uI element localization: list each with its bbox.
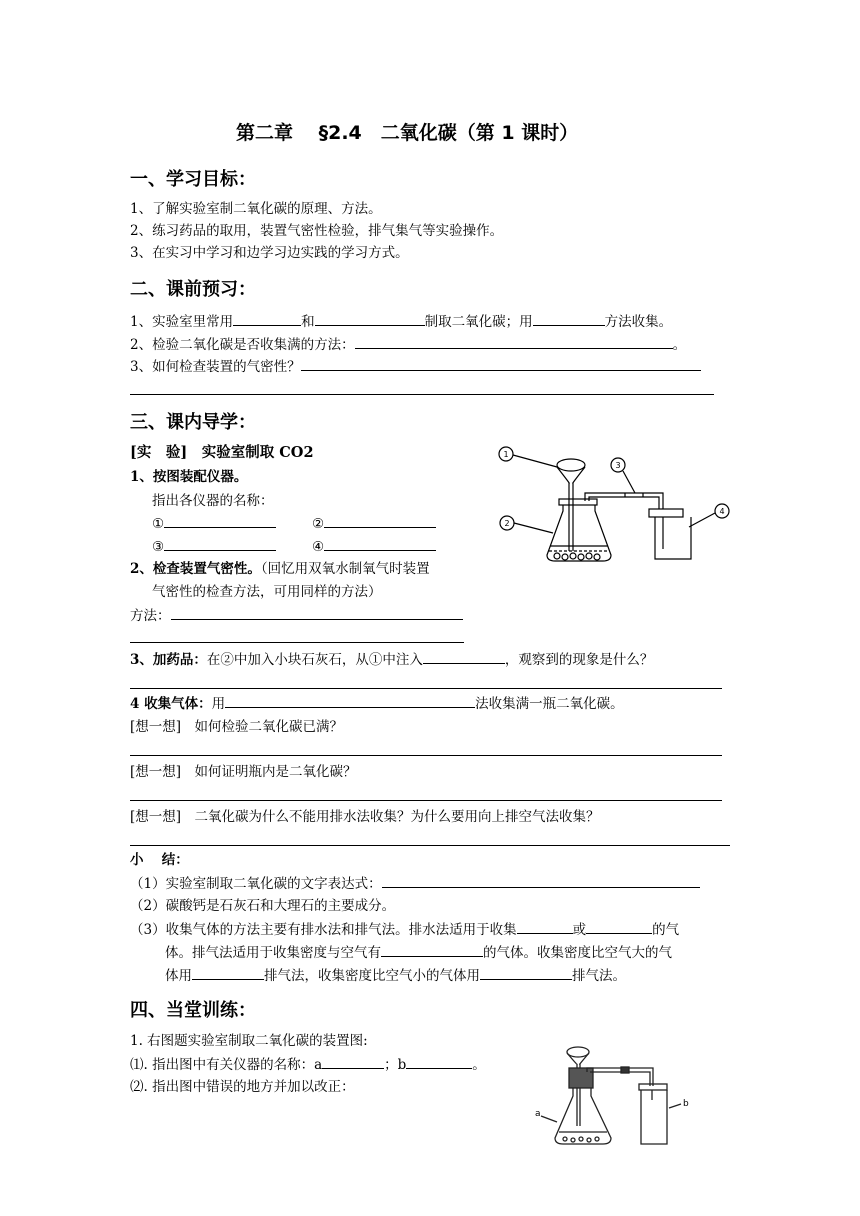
marker-4: ④	[312, 539, 325, 555]
answer-line[interactable]	[130, 688, 722, 689]
method-label: 方法：	[130, 608, 171, 624]
blank[interactable]	[322, 1055, 384, 1069]
q2-part-b: 。	[672, 337, 687, 353]
section-heading-preview: 二、课前预习：	[130, 279, 256, 300]
blank[interactable]	[381, 943, 483, 957]
section-heading-practice: 四、当堂训练：	[130, 1000, 256, 1021]
instrument-4	[312, 537, 436, 556]
preview-question-1	[130, 312, 672, 331]
q1-part-b: 和	[301, 314, 315, 330]
step-4-bold: 4 收集气体：	[130, 696, 212, 712]
preview-question-2	[130, 335, 686, 354]
blank[interactable]	[164, 514, 276, 528]
blank[interactable]	[406, 1055, 472, 1069]
step-3-part-a: 在②中加入小块石灰石，从①中注入	[206, 652, 423, 668]
section-heading-guide: 三、课内导学：	[130, 412, 256, 433]
step-2	[130, 560, 430, 578]
summary-3-line-2	[165, 943, 672, 962]
step-2-bold: 2、检查装置气密性。	[130, 561, 261, 577]
svg-text:2: 2	[504, 519, 510, 528]
practice-2-a: ⑴. 指出图中有关仪器的名称：a	[130, 1057, 323, 1073]
q1-part-c: 制取二氧化碳；用	[424, 314, 533, 330]
summary-3-b: 或	[572, 922, 587, 938]
summary-1-text: （1）实验室制取二氧化碳的文字表达式：	[130, 876, 382, 892]
summary-3-a: （3）收集气体的方法主要有排水法和排气法。排水法适用于收集	[130, 922, 517, 938]
blank[interactable]	[225, 694, 475, 708]
blank[interactable]	[480, 966, 572, 980]
answer-line[interactable]	[130, 394, 714, 395]
blank[interactable]	[171, 606, 463, 620]
summary-2: （2）碳酸钙是石灰石和大理石的主要成分。	[130, 898, 396, 914]
blank[interactable]	[164, 537, 276, 551]
q1-part-a: 1、实验室里常用	[130, 314, 234, 330]
practice-2-c: 。	[472, 1057, 486, 1073]
blank[interactable]	[533, 312, 605, 326]
blank[interactable]	[315, 312, 425, 326]
practice-2	[130, 1055, 486, 1074]
answer-line[interactable]	[130, 800, 722, 801]
q3-text: 3、如何检查装置的气密性？	[130, 359, 301, 375]
blank[interactable]	[324, 514, 436, 528]
summary-3-g: 排气法，收集密度比空气小的气体用	[264, 968, 480, 984]
blank[interactable]	[355, 335, 673, 349]
step-3	[130, 650, 653, 669]
q1-part-d: 方法收集。	[604, 314, 673, 330]
goal-item-3: 3、在实习中学习和边学习边实践的学习方式。	[130, 245, 409, 261]
instrument-3	[152, 537, 276, 556]
summary-3-f: 体用	[165, 968, 192, 984]
step-3-bold: 3、加药品：	[130, 652, 207, 668]
goal-item-1: 1、了解实验室制二氧化碳的原理、方法。	[130, 201, 382, 217]
blank[interactable]	[586, 920, 652, 934]
blank[interactable]	[423, 650, 505, 664]
step-3-part-b: ，观察到的现象是什么？	[504, 652, 654, 668]
blank[interactable]	[324, 537, 436, 551]
summary-3-c: 的气	[652, 922, 680, 938]
step-2-rest: （回忆用双氧水制氧气时装置	[260, 561, 430, 577]
instrument-2	[312, 514, 436, 533]
preview-question-3	[130, 357, 701, 376]
apparatus-photo	[533, 1040, 713, 1150]
practice-2-b: ；b	[384, 1057, 407, 1073]
page-title: 第二章 §2.4 二氧化碳（第 1 课时）	[236, 122, 579, 144]
step-2-cont: 气密性的检查方法，可用同样的方法）	[152, 584, 382, 600]
summary-3-line-3	[165, 966, 626, 985]
blank[interactable]	[192, 966, 264, 980]
practice-3: ⑵. 指出图中错误的地方并加以改正：	[130, 1079, 355, 1095]
summary-3-h: 排气法。	[572, 968, 626, 984]
step-1: 1、按图装配仪器。	[130, 469, 248, 485]
summary-1	[130, 874, 700, 893]
think-1: [想一想] 如何检验二氧化碳已满？	[130, 719, 344, 735]
experiment-title: [实 验] 实验室制取 CO2	[130, 444, 314, 461]
practice-1: 1. 右图题实验室制取二氧化碳的装置图:	[130, 1033, 368, 1049]
think-2: [想一想] 如何证明瓶内是二氧化碳？	[130, 764, 357, 780]
section-heading-goals: 一、学习目标：	[130, 169, 256, 190]
apparatus-diagram	[495, 443, 735, 573]
answer-line[interactable]	[130, 642, 464, 643]
blank[interactable]	[382, 874, 700, 888]
goal-item-2: 2、练习药品的取用，装置气密性检验，排气集气等实验操作。	[130, 223, 504, 239]
svg-text:1: 1	[503, 450, 509, 459]
q2-part-a: 2、检验二氧化碳是否收集满的方法：	[130, 337, 355, 353]
summary-3-line-1	[130, 920, 679, 939]
summary-heading: 小 结：	[130, 852, 189, 868]
blank[interactable]	[517, 920, 573, 934]
step-4	[130, 694, 624, 713]
step-1-sub: 指出各仪器的名称：	[152, 493, 274, 509]
summary-3-d: 体。排气法适用于收集密度与空气有	[165, 945, 381, 961]
think-3: [想一想] 二氧化碳为什么不能用排水法收集？为什么要用向上排空气法收集？	[130, 809, 600, 825]
label-a: a	[535, 1109, 541, 1119]
marker-2: ②	[312, 516, 325, 532]
answer-line[interactable]	[130, 845, 730, 846]
step-4-part-a: 用	[211, 696, 226, 712]
blank[interactable]	[301, 357, 701, 371]
summary-3-e: 的气体。收集密度比空气大的气	[483, 945, 672, 961]
blank[interactable]	[233, 312, 301, 326]
method-line	[130, 606, 463, 625]
label-b: b	[683, 1099, 689, 1109]
marker-1: ①	[152, 516, 165, 532]
svg-text:4: 4	[719, 507, 725, 516]
marker-3: ③	[152, 539, 165, 555]
instrument-1	[152, 514, 276, 533]
step-4-part-b: 法收集满一瓶二氧化碳。	[475, 696, 624, 712]
answer-line[interactable]	[130, 755, 722, 756]
svg-text:3: 3	[615, 461, 621, 470]
